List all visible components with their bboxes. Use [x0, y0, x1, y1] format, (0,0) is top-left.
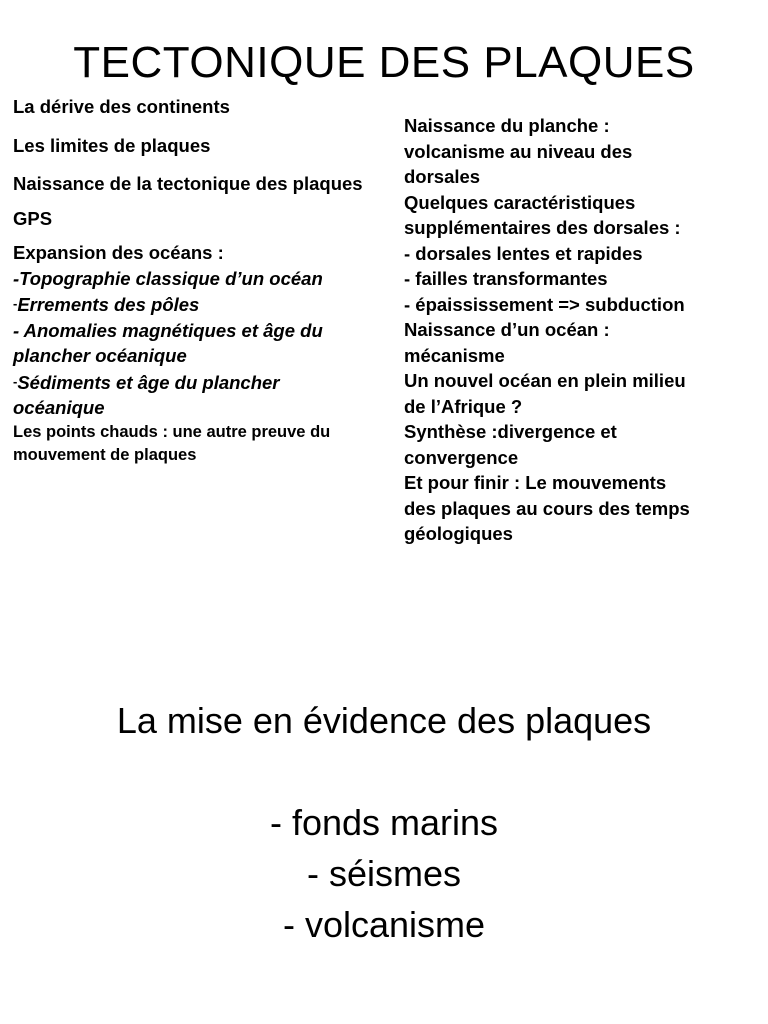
left-item-sediments: [13, 369, 363, 421]
right-line: - épaississement => subduction: [404, 293, 685, 315]
left-item-gps: GPS: [13, 207, 53, 229]
evidence-item: - fonds marins: [269, 802, 499, 843]
left-item-derive: La dérive des continents: [13, 96, 230, 117]
left-column: [13, 94, 363, 467]
right-line: des plaques au cours des temps: [404, 497, 690, 519]
evidence-item: - volcanisme: [282, 904, 486, 945]
right-line: dorsales: [404, 166, 481, 187]
right-line: convergence: [404, 446, 519, 468]
errements-text: Errements des pôles: [17, 294, 200, 315]
dash-marker: -: [13, 373, 18, 389]
right-line: Naissance d’un océan :: [404, 319, 610, 340]
evidence-list: [0, 797, 768, 950]
right-line: Quelques caractéristiques: [404, 191, 636, 213]
right-line: de l’Afrique ?: [404, 395, 523, 417]
section-heading: La mise en évidence des plaques: [116, 700, 652, 741]
right-line: Naissance du planche :: [404, 115, 610, 136]
right-line: - dorsales lentes et rapides: [404, 242, 643, 264]
left-item-anomalies: - Anomalies magnétiques et âge du plancher océanique: [13, 319, 323, 366]
left-item-expansion: Expansion des océans :: [13, 242, 224, 263]
page-title: TECTONIQUE DES PLAQUES: [73, 38, 695, 87]
right-line: supplémentaires des dorsales :: [404, 217, 681, 238]
left-item-topographie: -Topographie classique d’un océan: [13, 267, 323, 289]
left-item-errements: [13, 291, 363, 318]
right-column: [404, 113, 754, 547]
right-line: Un nouvel océan en plein milieu: [404, 370, 686, 391]
left-item-points-chauds: Les points chauds : une autre preuve du mouvement de plaques: [13, 422, 331, 464]
right-line: Synthèse :divergence et: [404, 421, 617, 442]
right-line: volcanisme au niveau des: [404, 140, 633, 162]
sediments-text: Sédiments et âge du plancher océanique: [13, 371, 280, 418]
dash-marker: -: [13, 296, 18, 311]
right-line: - failles transformantes: [404, 268, 608, 289]
right-line: géologiques: [404, 523, 513, 544]
right-line: mécanisme: [404, 344, 505, 366]
left-item-limites: Les limites de plaques: [13, 134, 211, 156]
right-line: Et pour finir : Le mouvements: [404, 472, 667, 493]
evidence-item: - séismes: [306, 853, 462, 894]
left-item-naissance-tectonique: Naissance de la tectonique des plaques: [13, 173, 363, 194]
